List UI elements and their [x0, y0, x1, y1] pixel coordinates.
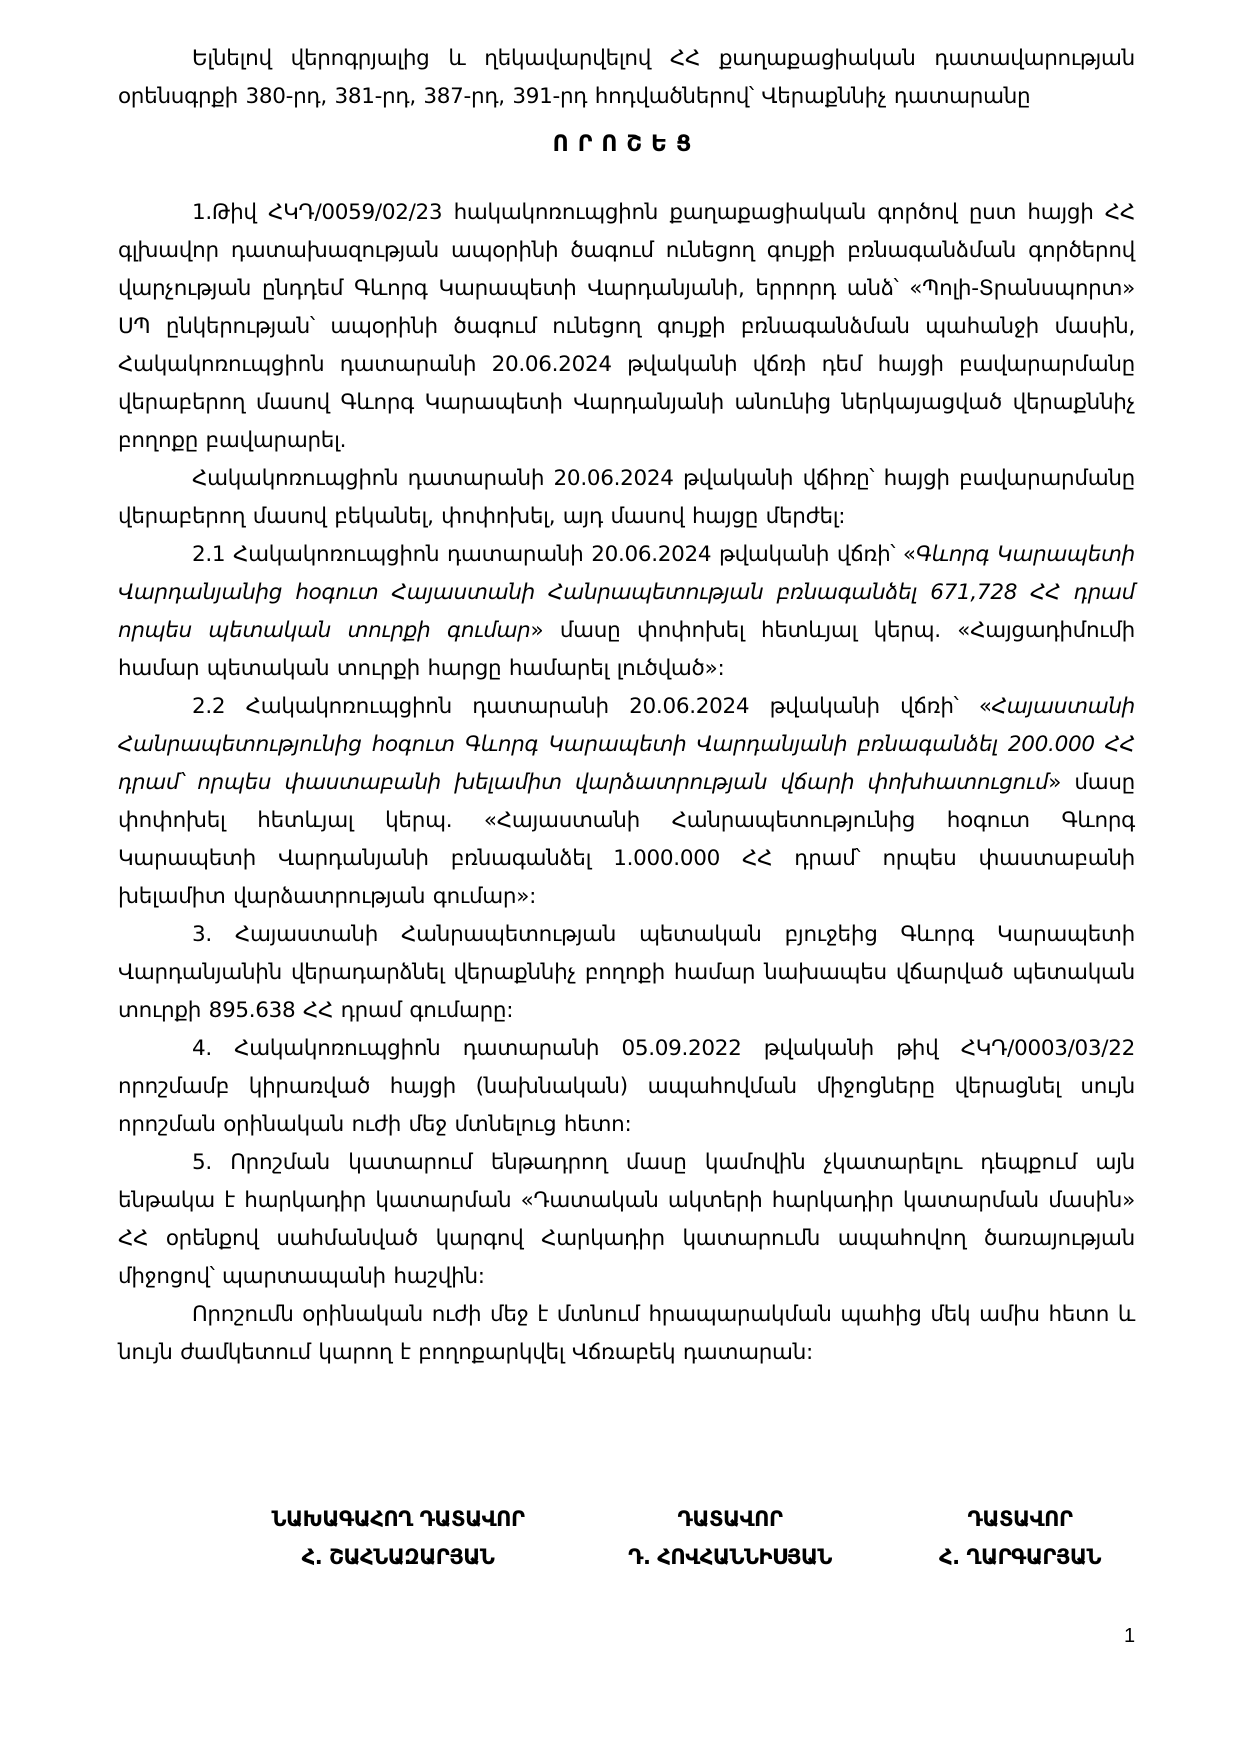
paragraph-2-1-tail: » մասը փոփոխել հետևյալ կերպ. «Հայցադիմումի համար պետական տուրքի հարցը համարել լուծված»:	[118, 618, 1135, 681]
paragraph-final: Որոշումն օրինական ուժի մեջ է մտնում հրապարակման պահից մեկ ամիս հետո և նույն ժամկետում կարող է բողոքարկվել Վճռաբեկ դատարան:	[118, 1302, 1135, 1365]
paragraph-2-2-lead: 2.2 Հակակոռուպցիոն դատարանի 20.06.2024 թվականի վճռի՝ «	[192, 694, 992, 719]
paragraph-5: 5. Որոշման կատարում ենթադրող մասը կամովին չկատարելու դեպքում այն ենթակա է հարկադիր կատարման «Դատական ակտերի հարկադիր կատարման մասին» ՀՀ օրենքով սահմանված կարգով Հարկադիր կատարումն ապահովող ծառայության միջոցով՝ պարտապանի հաշվին:	[118, 1150, 1135, 1289]
signature-role: ԴԱՏԱՎՈՐ	[967, 1507, 1073, 1531]
signature-name: Հ. ՇԱՀՆԱԶԱՐՅԱՆ	[301, 1545, 495, 1569]
paragraph-1-continued: Հակակոռուպցիոն դատարանի 20.06.2024 թվականի վճիռը՝ հայցի բավարարմանը վերաբերող մասով բեկանել, փոփոխել, այդ մասով հայցը մերժել:	[118, 466, 1135, 529]
signature-presiding-judge	[248, 1500, 548, 1576]
paragraph-2-2-quote: Հայաստանի Հանրապետությունից հօգուտ Գևորգ Կարապետի Վարդանյանի բռնագանձել 200.000 ՀՀ դրամ՝ որպես փաստաբանի խելամիտ վարձատրության վճարի փոխհատուցում	[118, 694, 1135, 795]
signature-role: ՆԱԽԱԳԱՀՈՂ ԴԱՏԱՎՈՐ	[271, 1507, 525, 1531]
signature-judge-3	[900, 1500, 1140, 1576]
paragraph-2-1-lead: 2.1 Հակակոռուպցիոն դատարանի 20.06.2024 թվականի վճռի՝ «	[192, 542, 916, 567]
signature-judge-2	[600, 1500, 860, 1576]
paragraph-3: 3. Հայաստանի Հանրապետության պետական բյուջեից Գևորգ Կարապետի Վարդանյանին վերադարձնել վերաքննիչ բողոքի համար նախապես վճարված պետական տուրքի 895.638 ՀՀ դրամ գումարը:	[118, 922, 1135, 1023]
paragraph-4: 4. Հակակոռուպցիոն դատարանի 05.09.2022 թվականի թիվ ՀԿԴ/0003/03/22 որոշմամբ կիրառված հայցի (նախնական) ապահովման միջոցները վերացնել սույն որոշման օրինական ուժի մեջ մտնելուց հետո:	[118, 1036, 1135, 1137]
paragraph-2-2	[118, 688, 1135, 916]
signature-name: Հ. ՂԱՐԳԱՐՅԱՆ	[939, 1545, 1101, 1569]
signature-role: ԴԱՏԱՎՈՐ	[677, 1507, 783, 1531]
paragraph-2-2-tail: » մասը փոփոխել հետևյալ կերպ. «Հայաստանի Հանրապետությունից հօգուտ Գևորգ Կարապետի Վարդանյանի բռնագանձել 1.000.000 ՀՀ դրամ՝ որպես փաստաբանի խելամիտ վարձատրության գումար»:	[118, 770, 1136, 909]
intro-paragraph: Ելնելով վերոգրյալից և ղեկավարվելով ՀՀ քաղաքացիական դատավարության օրենսգրքի 380-րդ, 381-րդ, 387-րդ, 391-րդ հոդվածներով՝ Վերաքննիչ դատարանը	[118, 46, 1135, 109]
paragraph-2-1-quote: Գևորգ Կարապետի Վարդանյանից հօգուտ Հայաստանի Հանրապետության բռնագանձել 671,728 ՀՀ դրամ որպես պետական տուրքի գումար	[118, 542, 1135, 643]
page-number: 1	[1124, 1625, 1136, 1647]
paragraph-1: 1.Թիվ ՀԿԴ/0059/02/23 հակակոռուպցիոն քաղաքացիական գործով ըստ հայցի ՀՀ գլխավոր դատախազության ապօրինի ծագում ունեցող գույքի բռնագանձման գործերով վարչության ընդդեմ Գևորգ Կարապետի Վարդանյանի, երրորդ անձ՝ «Պոլի-Տրանսպորտ» ՍՊ ընկերության՝ ապօրինի ծագում ունեցող գույքի բռնագանձման պահանջի մասին, Հակակոռուպցիոն դատարանի 20.06.2024 թվականի վճռի դեմ հայցի բավարարմանը վերաբերող մասով Գևորգ Կարապետի Վարդանյանի անունից ներկայացված վերաքննիչ բողոքը բավարարել.	[118, 200, 1135, 453]
signature-name: Դ. ՀՈՎՀԱՆՆԻՍՅԱՆ	[628, 1545, 832, 1569]
decision-heading: ՈՐՈՇԵՑ	[552, 132, 701, 157]
document-body	[118, 40, 1135, 1372]
paragraph-2-1	[118, 536, 1135, 688]
